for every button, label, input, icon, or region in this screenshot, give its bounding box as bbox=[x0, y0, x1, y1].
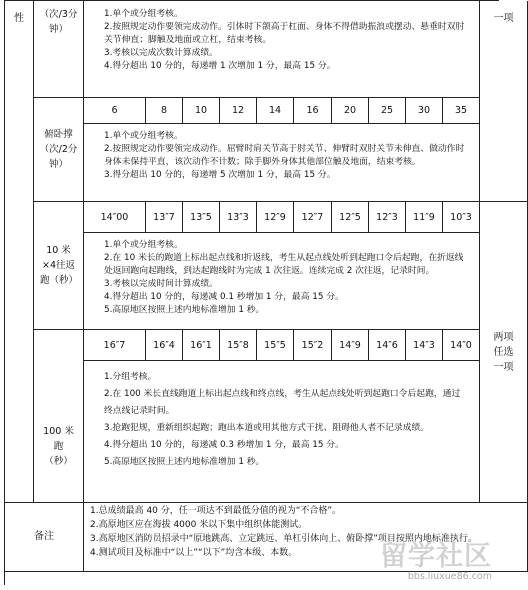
item-name-text: （次/3分钟） bbox=[39, 9, 78, 35]
score-value: 15″2 bbox=[294, 330, 332, 361]
item-name-text: 10 米×4往返跑（秒） bbox=[40, 245, 79, 286]
standard-line: 3.抢跑犯规，重新组织起跑；跑出本道或用其他方式干扰、阻碍他人者不记录成绩。 bbox=[104, 423, 430, 433]
fitness-standards-table bbox=[4, 0, 514, 585]
item-name-pullup bbox=[34, 1, 84, 98]
score-value: 14″3 bbox=[406, 330, 443, 361]
standard-line: 3.得分超出 10 分的，每递增 5 次增加 1 分，最高 15 分。 bbox=[104, 170, 336, 180]
standard-line: 3.考核以完成次数计算成绩。 bbox=[104, 48, 218, 58]
score-value: 12″5 bbox=[332, 202, 369, 233]
watermark-logo: 留学社区 bbox=[380, 541, 492, 572]
standard-line: 1.单个或分组考核。 bbox=[104, 9, 183, 19]
score-value: 13″5 bbox=[183, 202, 220, 233]
standard-line: 2.按照规定动作要领完成动作。引体时下颌高于杠面、身体不得借助振浪或摆动、悬垂时双肘关节伸直；脚触及地面或立杠，结束考核。 bbox=[104, 22, 465, 45]
score-value: 16″7 bbox=[84, 330, 146, 361]
standard-line: 5.高原地区按照上述内地标准增加 1 秒。 bbox=[104, 457, 265, 467]
score-value: 10″3 bbox=[443, 202, 480, 233]
remarks-label-cell bbox=[5, 503, 84, 572]
standards-pushup bbox=[84, 124, 480, 202]
score-value: 12″7 bbox=[294, 202, 332, 233]
standard-line: 4.得分超出 10 分的，每递减 0.3 秒增加 1 分，最高 15 分。 bbox=[104, 440, 344, 450]
score-value: 16″4 bbox=[146, 330, 183, 361]
score-value: 13″3 bbox=[220, 202, 257, 233]
item-name-text: 俯卧撑（次/2分钟） bbox=[39, 129, 78, 170]
item-name-shuttle bbox=[34, 202, 84, 330]
standard-line: 4.得分超出 10 分的，每递增 1 次增加 1 分，最高 15 分。 bbox=[104, 61, 336, 71]
score-value: 12″3 bbox=[369, 202, 406, 233]
score-value: 14 bbox=[257, 98, 294, 124]
score-value: 20 bbox=[332, 98, 369, 124]
standard-line: 3.考核以完成时间计算成绩。 bbox=[104, 279, 218, 289]
score-value: 14″6 bbox=[369, 330, 406, 361]
standard-line: 1.单个或分组考核。 bbox=[104, 240, 183, 250]
score-value: 6 bbox=[84, 98, 146, 124]
remarks-content bbox=[84, 503, 528, 572]
score-value: 14″9 bbox=[332, 330, 369, 361]
remark-line: 4.测试项目及标准中“以上”“以下”均含本级、本数。 bbox=[90, 548, 298, 558]
selection-runs-label: 两项任选一项 bbox=[493, 331, 514, 373]
remark-line: 1.总成绩最高 40 分，任一项达不到最低分值的视为“不合格”。 bbox=[90, 506, 342, 516]
score-value: 8 bbox=[146, 98, 183, 124]
remark-line: 3.高原地区消防员招录中“原地跳高、立定跳远、单杠引体向上、俯卧撑”项目按照内地标准执行。 bbox=[90, 534, 477, 544]
standard-line: 5.高原地区按照上述内地标准增加 1 秒。 bbox=[104, 305, 265, 315]
standard-line: 2.在 10 米长的跑道上标出起点线和折返线，考生从起点线处听到起跑口令后起跑，在折返线处返回跑向起跑线，到达起跑线时为完成 1 次往返。连续完成 2 次往返，记录时间。 bbox=[104, 253, 464, 276]
watermark-url: bbs.liuxue86.com bbox=[407, 571, 492, 582]
standard-line: 2.按照规定动作要领完成动作。屈臂时肩关节高于肘关节、伸臂时双肘关节未伸直、做动作时身体未保持平直，该次动作不计数；除手脚外身体其他部位触及地面，结束考核。 bbox=[104, 144, 465, 167]
standards-100m bbox=[84, 361, 480, 503]
score-value: 15″5 bbox=[257, 330, 294, 361]
category-cell-top bbox=[5, 1, 34, 503]
score-value: 16″1 bbox=[183, 330, 220, 361]
item-name-100m bbox=[34, 330, 84, 503]
remark-line: 2.高原地区应在海拔 4000 米以下集中组织体能测试。 bbox=[90, 520, 308, 530]
score-value: 16 bbox=[294, 98, 332, 124]
score-value: 30 bbox=[406, 98, 443, 124]
standard-line: 1.分组考核。 bbox=[104, 372, 157, 382]
remarks-label: 备注 bbox=[34, 531, 54, 542]
standard-line: 2.在 100 米长直线跑道上标出起点线和终点线，考生从起点线处听到起跑口令后起跑，通过终点线记录时间。 bbox=[104, 389, 461, 416]
score-value: 12″9 bbox=[257, 202, 294, 233]
score-value: 14″00 bbox=[84, 202, 146, 233]
selection-top-label: 一项 bbox=[493, 13, 514, 24]
standard-line: 4.得分超出 10 分的，每递减 0.1 秒增加 1 分，最高 15 分。 bbox=[104, 292, 344, 302]
score-value: 12 bbox=[220, 98, 257, 124]
selection-cell-top bbox=[480, 1, 528, 202]
score-value: 10 bbox=[183, 98, 220, 124]
item-name-pushup bbox=[34, 98, 84, 202]
item-name-text: 100 米跑（秒） bbox=[43, 425, 74, 467]
score-value: 14″0 bbox=[443, 330, 480, 361]
category-top-label: 性 bbox=[14, 13, 24, 24]
score-value: 35 bbox=[443, 98, 480, 124]
standards-shuttle bbox=[84, 233, 480, 330]
standards-pullup bbox=[84, 1, 480, 98]
score-value: 25 bbox=[369, 98, 406, 124]
score-value: 13″7 bbox=[146, 202, 183, 233]
score-value: 11″9 bbox=[406, 202, 443, 233]
selection-cell-runs bbox=[480, 202, 528, 503]
score-value: 15″8 bbox=[220, 330, 257, 361]
standard-line: 1.单个或分组考核。 bbox=[104, 131, 183, 141]
